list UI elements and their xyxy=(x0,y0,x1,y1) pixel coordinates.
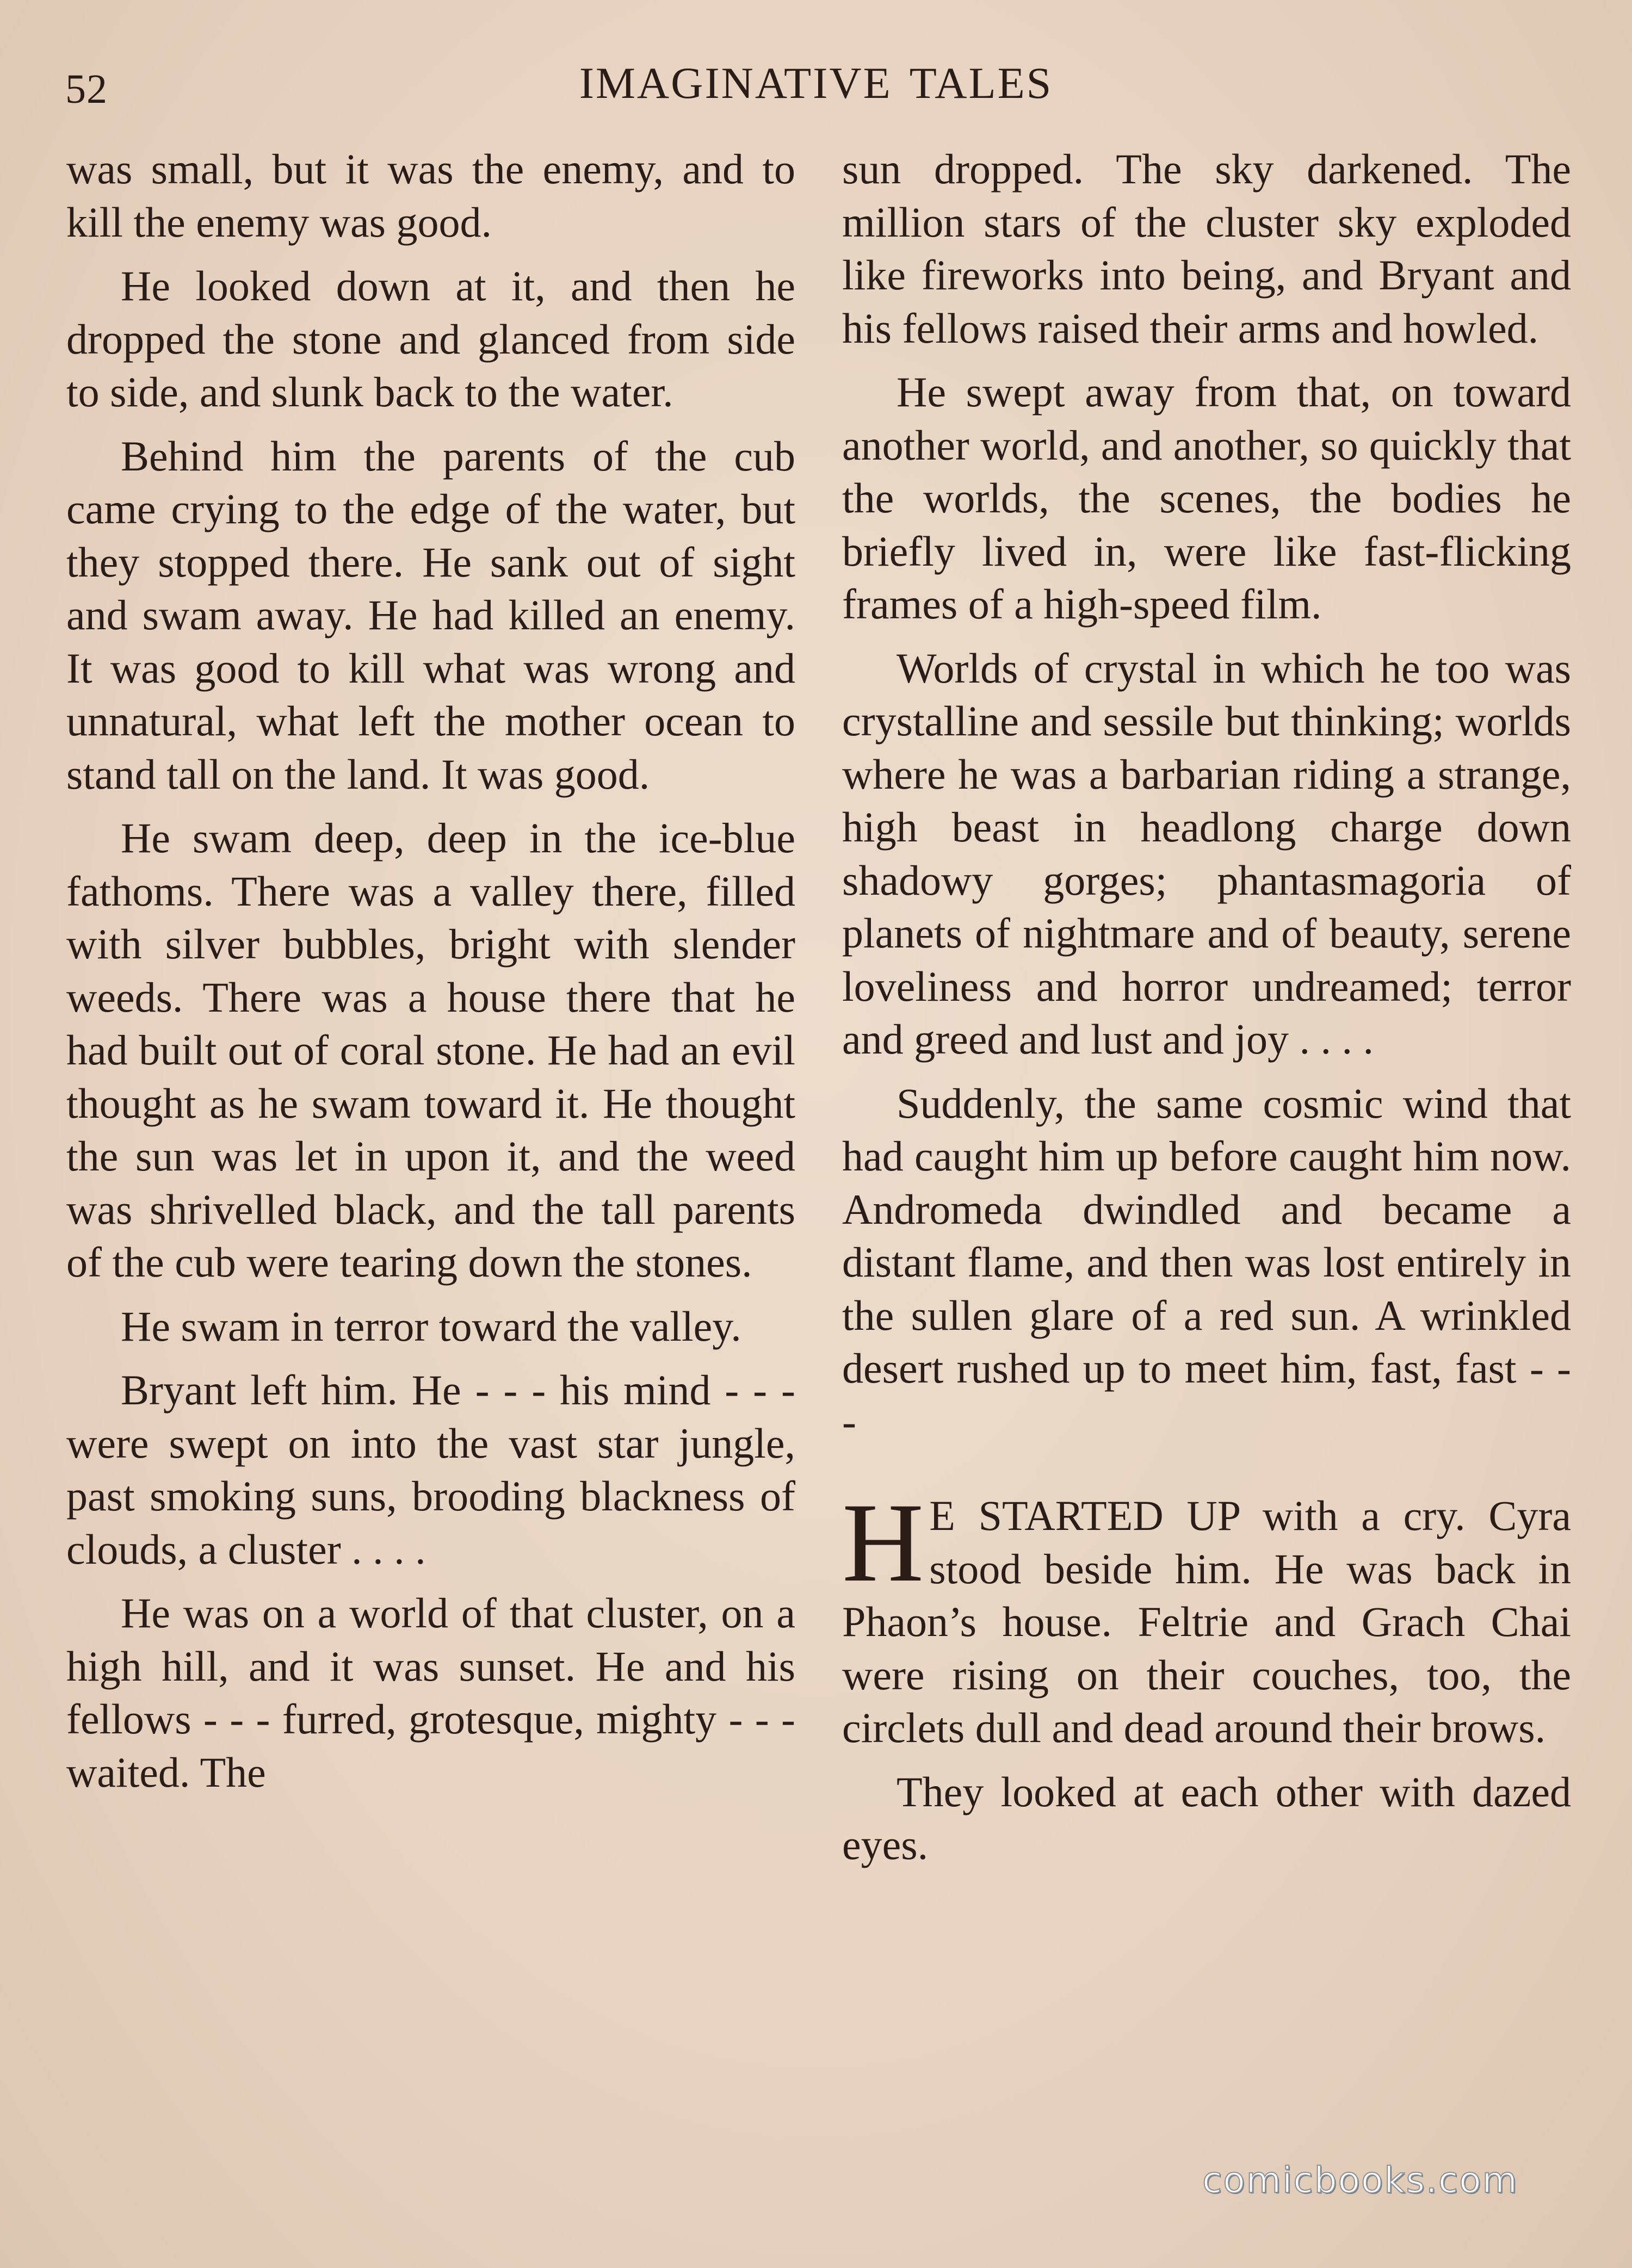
paragraph: Behind him the parents of the cub came crying to the edge of the water, but they stopped there. He sank out of sight and swam away. He had killed an enemy. It was good to kill what was wrong and unnatural, what left the mother ocean to stand tall on the land. It was good. xyxy=(66,432,795,798)
lead-in-caps: E STARTED UP xyxy=(929,1492,1240,1539)
section-opening-paragraph xyxy=(842,1480,1571,1755)
paragraph: sun dropped. The sky darkened. The million stars of the cluster sky exploded like fireworks into being, and Bryant and his fellows raised their arms and howled. xyxy=(842,145,1571,352)
drop-cap: H xyxy=(842,1480,924,1605)
paragraph: Suddenly, the same cosmic wind that had caught him up before caught him now. Andromeda dwindled and became a distant flame, and then was lost entirely in the sullen glare of a red sun. A wrinkled desert rushed up to meet him, fast, fast - - - xyxy=(842,1079,1571,1445)
section-opening-text: with a cry. Cyra stood beside him. He was back in Phaon’s house. Feltrie and Grach Chai were rising on their couches, too, the circlets dull and dead around their brows. xyxy=(842,1492,1571,1751)
paragraph: He swept away from that, on toward another world, and another, so quickly that the worlds, the scenes, the bodies he briefly lived in, were like fast-flicking frames of a high-speed film. xyxy=(842,368,1571,628)
paragraph: Bryant left him. He - - - his mind - - - were swept on into the vast star jungle, past smoking suns, brooding blackness of clouds, a cluster . . . . xyxy=(66,1366,795,1573)
paragraph: He swam deep, deep in the ice-blue fathoms. There was a valley there, filled with silver bubbles, bright with slender weeds. There was a house there that he had built out of coral stone. He had an evil thought as he swam toward it. He thought the sun was let in upon it, and the weed was shrivelled black, and the tall parents of the cub were tearing down the stones. xyxy=(66,814,795,1286)
right-column xyxy=(842,142,1571,2220)
paragraph: He was on a world of that cluster, on a high hill, and it was sunset. He and his fellows - - - furred, grotesque, mighty - - - waited. The xyxy=(66,1589,795,1796)
paragraph: They looked at each other with dazed eyes. xyxy=(842,1768,1571,1868)
paragraph: was small, but it was the enemy, and to kill the enemy was good. xyxy=(66,145,795,246)
running-title: IMAGINATIVE TALES xyxy=(579,58,1053,108)
page-number: 52 xyxy=(65,66,108,112)
paragraph: Worlds of crystal in which he too was crystalline and sessile but thinking; worlds where he was a barbarian riding a strange, high beast in headlong charge down shadowy gorges; phantasmagoria of planets of nightmare and of beauty, serene loveliness and horror undreamed; terror and greed and lust and joy . . . . xyxy=(842,644,1571,1063)
site-watermark: comicbooks.com xyxy=(1202,2159,1518,2201)
left-column xyxy=(66,142,795,2220)
paragraph: He swam in terror toward the valley. xyxy=(121,1302,741,1350)
paragraph: He looked down at it, and then he dropped the stone and glanced from side to side, and slunk back to the water. xyxy=(66,262,795,416)
